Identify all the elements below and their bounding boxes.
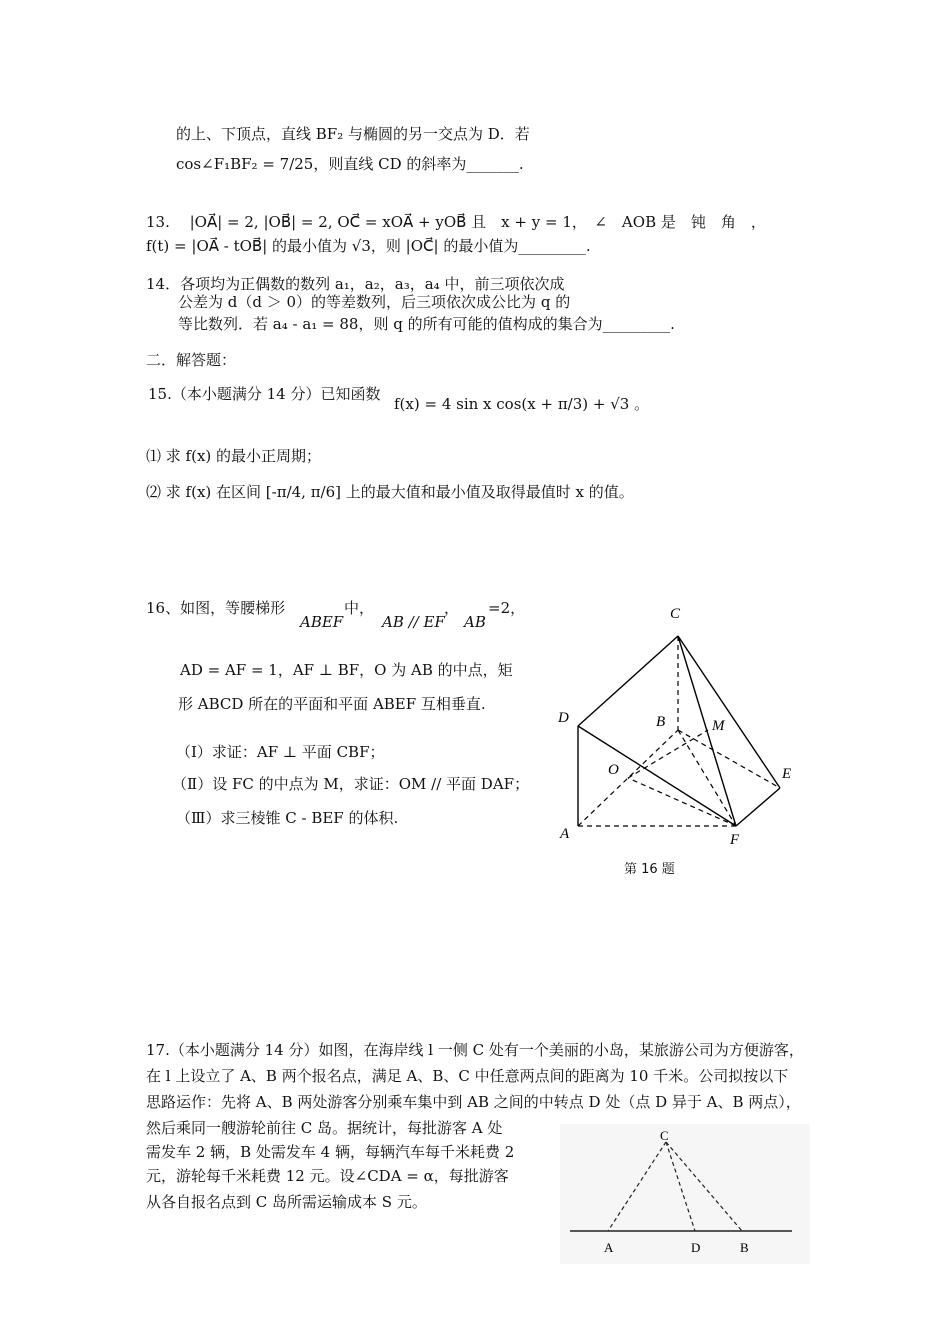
label-m: M <box>712 718 725 734</box>
q15-part2: ⑵ 求 f(x) 在区间 [-π/4, π/6] 上的最大值和最小值及取得最值时 x 的值。 <box>146 483 634 501</box>
q13-line2: f(t) = |OA⃗ - tOB⃗| 的最小值为 √3，则 |OC⃗| 的最小值为_________. <box>146 237 591 255</box>
label-c2: C <box>660 1128 669 1143</box>
q16-line1a: 16、如图，等腰梯形 <box>146 599 286 617</box>
q16-sub-parallel: AB // EF <box>382 613 445 631</box>
label-d2: D <box>691 1240 701 1255</box>
label-b: B <box>656 714 666 730</box>
q14-line1: 14．各项均为正偶数的数列 a₁，a₂，a₃，a₄ 中，前三项依次成 <box>146 275 565 293</box>
label-a2: A <box>604 1240 614 1255</box>
q15-formula: f(x) = 4 sin x cos(x + π/3) + √3 。 <box>394 395 650 413</box>
q16-line1b: 中， <box>344 599 375 617</box>
q17-line2: 在 l 上设立了 A、B 两个报名点，满足 A、B、C 中任意两点间的距离为 10 千米。公司拟按以下 <box>146 1067 789 1085</box>
q16-line1d: =2， <box>488 599 526 617</box>
q16-figure <box>550 598 810 858</box>
q14-line3: 等比数列．若 a₄ - a₁ = 88，则 q 的所有可能的值构成的集合为_________. <box>178 315 675 333</box>
q16-line2: AD = AF = 1，AF ⊥ BF，O 为 AB 的中点，矩 <box>180 661 513 679</box>
label-f: F <box>730 832 740 848</box>
q15-intro: 15.（本小题满分 14 分）已知函数 <box>148 385 381 403</box>
q16-part2: （Ⅱ）设 FC 的中点为 M，求证：OM // 平面 DAF； <box>172 775 530 793</box>
q16-figure-caption: 第 16 题 <box>624 862 675 877</box>
q12-line1: 的上、下顶点，直线 BF₂ 与椭圆的另一交点为 D．若 <box>176 125 530 143</box>
section-heading: 二．解答题： <box>146 351 237 369</box>
q16-part1: （Ⅰ）求证：AF ⊥ 平面 CBF； <box>176 743 385 761</box>
q17-line5: 需发车 2 辆，B 处需发车 4 辆，每辆汽车每千米耗费 2 <box>146 1143 515 1161</box>
q16-line1c: ， <box>444 599 460 617</box>
label-c: C <box>670 606 681 622</box>
q16-sub-abef: ABEF <box>300 613 344 631</box>
q14-line2: 公差为 d（d ＞ 0）的等差数列，后三项依次成公比为 q 的 <box>178 293 571 311</box>
label-a: A <box>560 826 570 842</box>
q16-part3: （Ⅲ）求三棱锥 C - BEF 的体积. <box>176 809 399 827</box>
label-b2: B <box>740 1240 749 1255</box>
q16-sub-ab: AB <box>464 613 486 631</box>
q17-line3: 思路运作：先将 A、B 两处游客分别乘车集中到 AB 之间的中转点 D 处（点 D 异于 A、B 两点）， <box>146 1093 801 1111</box>
q12-line2: cos∠F₁BF₂ = 7/25，则直线 CD 的斜率为_______. <box>176 155 524 173</box>
q17-line6: 元，游轮每千米耗费 12 元。设∠CDA = α，每批游客 <box>146 1167 509 1185</box>
q17-line4: 然后乘同一艘游轮前往 C 岛。据统计，每批游客 A 处 <box>146 1119 503 1137</box>
q17-line7: 从各自报名点到 C 岛所需运输成本 S 元。 <box>146 1193 427 1211</box>
q16-line3: 形 ABCD 所在的平面和平面 ABEF 互相垂直. <box>178 695 486 713</box>
q15-part1: ⑴ 求 f(x) 的最小正周期； <box>146 447 322 465</box>
q13-line1: 13. |OA⃗| = 2, |OB⃗| = 2, OC⃗ = xOA⃗ + yOB⃗ 且 x + y = 1， ∠ AOB 是 钝 角 ， <box>146 213 766 231</box>
q17-figure <box>560 1124 810 1264</box>
label-o: O <box>608 762 619 778</box>
q17-line1: 17.（本小题满分 14 分）如图，在海岸线 l 一侧 C 处有一个美丽的小岛，某旅游公司为方便游客， <box>146 1041 804 1059</box>
label-e: E <box>782 766 792 782</box>
label-d: D <box>558 710 569 726</box>
